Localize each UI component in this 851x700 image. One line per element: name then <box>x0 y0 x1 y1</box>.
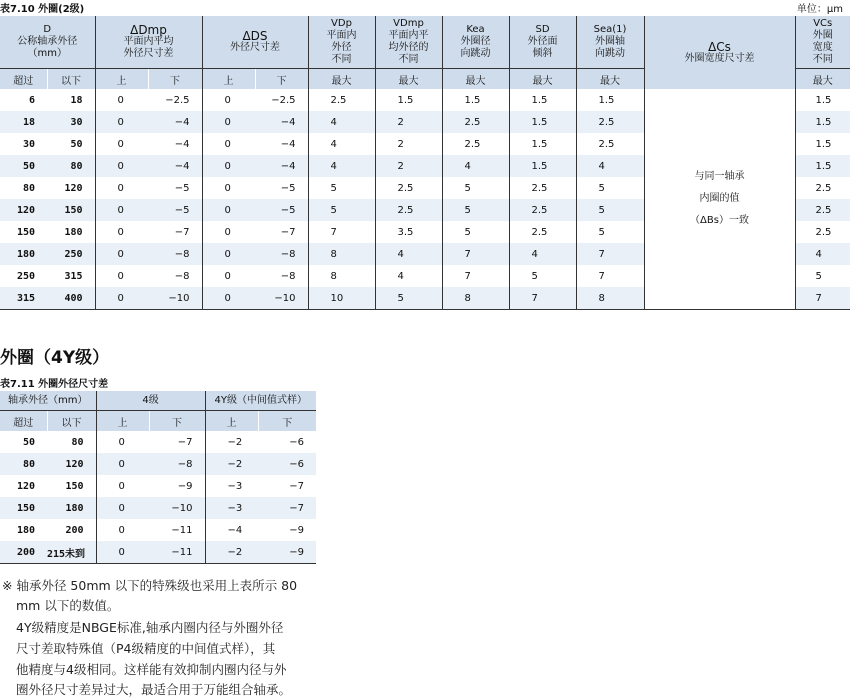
table-7-11 <box>0 391 316 564</box>
t2-sub-upper-4: 上 <box>96 411 149 432</box>
cell-over: 250 <box>16 270 35 282</box>
cell-dmp-upper: 0 <box>95 265 148 287</box>
cell-dmp-lower: −8 <box>174 270 190 282</box>
cell-over: 80 <box>22 182 35 194</box>
cell-kea: 1.5 <box>442 89 509 111</box>
t2-cell-lower-4: −11 <box>149 541 205 564</box>
note-line-4: 尺寸差取特殊值（P4级精度的中间值式样），其 <box>16 641 276 656</box>
t2-cell-upper-4: 0 <box>96 431 149 453</box>
cell-incl: 30 <box>47 111 95 133</box>
cell-sd: 1.5 <box>509 111 576 133</box>
header-d-unit: （mm） <box>27 48 67 59</box>
cell-kea: 5 <box>442 199 509 221</box>
cell-sd: 1.5 <box>509 155 576 177</box>
merged-note-line1: 与同一轴承 <box>694 171 745 182</box>
table-row <box>0 431 316 453</box>
t2-cell-lower-4: −10 <box>149 497 205 519</box>
sub-dmp-lower: 下 <box>148 69 202 90</box>
cell-sea: 1.5 <box>576 89 644 111</box>
cell-sd: 1.5 <box>509 133 576 155</box>
cell-ds-lower: −4 <box>255 111 308 133</box>
cell-over: 120 <box>0 199 47 221</box>
t2-cell-lower-4: −7 <box>177 436 193 448</box>
cell-ds-upper: 0 <box>202 243 255 265</box>
table-row <box>0 497 316 519</box>
cell-incl: 80 <box>47 155 95 177</box>
t2-cell-over: 80 <box>0 453 47 475</box>
header-d-symbol: D <box>43 24 52 35</box>
header-vdp <box>308 16 375 69</box>
cell-vdmp: 4 <box>375 265 442 287</box>
t2-cell-incl: 80 <box>71 436 84 448</box>
cell-sd: 2.5 <box>509 221 576 243</box>
cell-dmp-lower: −2.5 <box>165 94 190 106</box>
cell-kea: 7 <box>442 243 509 265</box>
cell-ds-lower: −5 <box>280 182 296 194</box>
cell-vdp: 4 <box>308 133 375 155</box>
header-sea-text2: 向跳动 <box>595 48 625 59</box>
cell-ds-lower: −5 <box>255 199 308 221</box>
cell-sea: 5 <box>576 177 644 199</box>
cell-kea: 7 <box>442 265 509 287</box>
t2-sub-over: 超过 <box>0 411 47 432</box>
cell-ds-upper: 0 <box>202 287 255 310</box>
cell-incl: 18 <box>70 94 83 106</box>
header-vcs <box>795 16 850 69</box>
cell-vcs: 2.5 <box>795 177 850 199</box>
cell-sea: 7 <box>576 243 644 265</box>
cell-vdmp: 5 <box>375 287 442 310</box>
cell-sea: 2.5 <box>576 133 644 155</box>
cell-kea: 4 <box>442 155 509 177</box>
t2-sub-incl: 以下 <box>47 411 96 432</box>
t2-cell-over: 200 <box>0 541 47 564</box>
cell-ds-upper: 0 <box>202 89 255 111</box>
t2-cell-incl: 180 <box>47 497 96 519</box>
t2-cell-incl: 200 <box>65 524 84 536</box>
t2-header-grade4y: 4Y级（中间值式样） <box>205 391 316 411</box>
t2-cell-upper-4y: −2 <box>205 431 258 453</box>
header-dmp-text2: 外径尺寸差 <box>123 48 174 59</box>
t2-cell-lower-4: −9 <box>177 480 193 492</box>
header-delta-dmp <box>95 16 202 69</box>
cell-vdmp: 3.5 <box>375 221 442 243</box>
cell-sea: 5 <box>576 199 644 221</box>
merged-note-line3: （ΔBs）一致 <box>690 215 749 226</box>
cell-dmp-upper: 0 <box>95 287 148 310</box>
cell-vdp: 8 <box>308 243 375 265</box>
cell-over: 180 <box>0 243 47 265</box>
cell-sea: 4 <box>576 155 644 177</box>
t2-cell-lower-4: −11 <box>171 524 193 536</box>
header-ds-symbol: ΔDS <box>242 29 268 43</box>
cell-vdp: 5 <box>308 177 375 199</box>
header-dmp-text1: 平面内平均 <box>123 36 174 47</box>
cell-dmp-upper: 0 <box>95 133 148 155</box>
sub-vdp-max: 最大 <box>308 69 375 90</box>
cell-sea: 5 <box>576 221 644 243</box>
t2-header-diameter: 轴承外径（mm） <box>0 391 96 411</box>
cell-kea: 2.5 <box>442 133 509 155</box>
cell-ds-upper: 0 <box>202 133 255 155</box>
header-sd <box>509 16 576 69</box>
cell-dmp-lower: −7 <box>174 226 190 238</box>
merged-note-line2: 内圈的值 <box>699 193 740 204</box>
t2-cell-upper-4: 0 <box>96 453 149 475</box>
table-7-10-caption: 表7.10 外圈(2级) <box>0 4 85 15</box>
table-row <box>0 519 316 541</box>
t2-cell-lower-4y: −6 <box>258 453 316 475</box>
note-line-3: 4Y级精度是NBGE标准,轴承内圈内径与外圈外径 <box>16 620 284 635</box>
note-line-6: 圈外径尺寸差异过大，最适合用于万能组合轴承。 <box>16 682 292 697</box>
t2-cell-upper-4: 0 <box>96 519 149 541</box>
sub-vcs-max: 最大 <box>795 69 850 90</box>
t2-cell-over: 150 <box>0 497 47 519</box>
t2-cell-incl: 150 <box>65 480 84 492</box>
cell-sea: 2.5 <box>576 111 644 133</box>
cell-dmp-upper: 0 <box>95 243 148 265</box>
t2-sub-lower-4y: 下 <box>258 411 316 432</box>
sub-sd-max: 最大 <box>509 69 576 90</box>
header-vdmp-symbol: VDmp <box>393 18 424 29</box>
header-vdmp-text2: 均外径的 <box>388 42 429 53</box>
cell-sd: 4 <box>509 243 576 265</box>
table-7-10 <box>0 16 850 310</box>
cell-incl: 315 <box>64 270 83 282</box>
t2-cell-lower-4y: −6 <box>289 436 305 448</box>
cell-sd: 7 <box>509 287 576 310</box>
cell-vcs: 1.5 <box>795 155 850 177</box>
header-vdp-text2: 外径 <box>331 42 352 53</box>
cell-dmp-lower: −4 <box>148 111 202 133</box>
t2-header-grade4: 4级 <box>96 391 205 411</box>
t2-sub-upper-4y: 上 <box>205 411 258 432</box>
sub-over: 超过 <box>0 69 47 90</box>
cell-vcs: 1.5 <box>795 133 850 155</box>
cell-vdmp: 2 <box>375 133 442 155</box>
header-delta-cs <box>644 16 795 89</box>
t2-cell-incl: 120 <box>47 453 96 475</box>
table-row <box>0 89 850 111</box>
header-d-text: 公称轴承外径 <box>17 36 78 47</box>
cell-vdmp: 4 <box>375 243 442 265</box>
cell-incl: 400 <box>47 287 95 310</box>
cell-vdmp: 2.5 <box>375 199 442 221</box>
cell-vcs: 2.5 <box>795 199 850 221</box>
cell-sd: 2.5 <box>509 177 576 199</box>
cell-incl: 150 <box>47 199 95 221</box>
cell-vdp: 4 <box>308 155 375 177</box>
sub-kea-max: 最大 <box>442 69 509 90</box>
cell-dmp-lower: −5 <box>174 182 190 194</box>
cell-sd: 1.5 <box>509 89 576 111</box>
cell-over: 6 <box>28 94 35 106</box>
header-vdp-text1: 平面内 <box>326 30 357 41</box>
note-line-1: ※ 轴承外径 50mm 以下的特殊级也采用上表所示 80 <box>2 578 298 593</box>
cell-ds-upper: 0 <box>202 199 255 221</box>
cell-vcs: 5 <box>795 265 850 287</box>
header-dmp-symbol: ΔDmp <box>130 23 167 37</box>
cell-ds-upper: 0 <box>202 221 255 243</box>
sub-ds-upper: 上 <box>202 69 255 90</box>
cell-ds-lower: −8 <box>280 270 296 282</box>
cell-ds-upper: 0 <box>202 111 255 133</box>
t2-cell-upper-4y: −2 <box>205 453 258 475</box>
cell-vcs: 1.5 <box>795 111 850 133</box>
cell-incl: 120 <box>64 182 83 194</box>
cell-dmp-upper: 0 <box>95 111 148 133</box>
t2-cell-lower-4y: −9 <box>289 524 305 536</box>
t2-cell-lower-4y: −7 <box>289 480 305 492</box>
t2-cell-over: 50 <box>22 436 35 448</box>
cell-vdmp: 1.5 <box>375 89 442 111</box>
header-vcs-text1: 外圈 <box>812 30 833 41</box>
cell-vcs: 2.5 <box>795 221 850 243</box>
header-vcs-text2: 宽度 <box>812 42 833 53</box>
header-kea-symbol: Kea <box>466 24 485 35</box>
t2-cell-lower-4: −8 <box>149 453 205 475</box>
cell-ds-lower: −2.5 <box>271 94 296 106</box>
header-sea-text1: 外圈轴 <box>595 36 625 47</box>
header-kea-text2: 向跳动 <box>460 48 491 59</box>
cell-dmp-lower: −10 <box>148 287 202 310</box>
header-nominal-outside-diameter <box>0 16 95 69</box>
header-delta-ds <box>202 16 308 69</box>
t2-cell-upper-4y: −3 <box>205 475 258 497</box>
cell-sea: 7 <box>576 265 644 287</box>
t2-sub-lower-4: 下 <box>149 411 205 432</box>
cell-over: 30 <box>22 138 35 150</box>
cell-ds-lower: −10 <box>255 287 308 310</box>
header-vcs-text3: 不同 <box>812 54 833 65</box>
header-sd-text1: 外径面 <box>527 36 558 47</box>
cell-dmp-upper: 0 <box>95 89 148 111</box>
header-sea <box>576 16 644 69</box>
cell-ds-upper: 0 <box>202 155 255 177</box>
cell-kea: 5 <box>442 221 509 243</box>
cell-incl: 180 <box>64 226 83 238</box>
table-row <box>0 541 316 564</box>
t2-cell-over: 180 <box>16 524 35 536</box>
cell-vdp: 4 <box>308 111 375 133</box>
cell-incl: 50 <box>70 138 83 150</box>
sub-dmp-upper: 上 <box>95 69 148 90</box>
cell-vdmp: 2.5 <box>375 177 442 199</box>
cell-ds-upper: 0 <box>202 265 255 287</box>
cell-incl: 250 <box>47 243 95 265</box>
cell-dmp-upper: 0 <box>95 177 148 199</box>
header-vdmp <box>375 16 442 69</box>
header-dcs-symbol: ΔCs <box>708 39 731 54</box>
cell-vcs: 4 <box>795 243 850 265</box>
cell-dmp-upper: 0 <box>95 221 148 243</box>
cell-sea: 8 <box>576 287 644 310</box>
merged-delta-cs-note <box>644 89 795 310</box>
t2-cell-upper-4y: −2 <box>205 541 258 564</box>
header-vdmp-text1: 平面内平 <box>388 30 429 41</box>
cell-vcs: 1.5 <box>795 89 850 111</box>
table-row <box>0 475 316 497</box>
cell-vdmp: 2 <box>375 111 442 133</box>
t2-cell-incl: 215未到 <box>47 541 96 564</box>
t2-cell-upper-4: 0 <box>96 541 149 564</box>
header-sea-symbol: Sea(1) <box>593 24 627 35</box>
cell-vdp: 5 <box>308 199 375 221</box>
cell-vdp: 8 <box>308 265 375 287</box>
cell-dmp-upper: 0 <box>95 155 148 177</box>
cell-over: 50 <box>0 155 47 177</box>
t2-cell-upper-4y: −4 <box>205 519 258 541</box>
unit-label: 单位：μm <box>796 4 843 15</box>
t2-cell-upper-4y: −3 <box>205 497 258 519</box>
sub-incl: 以下 <box>47 69 95 90</box>
t2-cell-lower-4y: −7 <box>258 497 316 519</box>
cell-ds-lower: −8 <box>255 243 308 265</box>
cell-sd: 5 <box>509 265 576 287</box>
cell-kea: 2.5 <box>442 111 509 133</box>
cell-over: 18 <box>0 111 47 133</box>
t2-cell-lower-4y: −9 <box>258 541 316 564</box>
cell-ds-upper: 0 <box>202 177 255 199</box>
section-title: 外圈（4Y级） <box>0 348 110 368</box>
cell-vdp: 7 <box>308 221 375 243</box>
header-ds-text: 外径尺寸差 <box>230 42 280 53</box>
note-line-5: 他精度与4级相同。这样能有效抑制内圈内径与外 <box>16 662 287 677</box>
header-vcs-symbol: VCs <box>813 18 833 29</box>
cell-dmp-lower: −5 <box>148 199 202 221</box>
cell-dmp-upper: 0 <box>95 199 148 221</box>
cell-vdp: 10 <box>308 287 375 310</box>
cell-over: 315 <box>0 287 47 310</box>
cell-vdmp: 2 <box>375 155 442 177</box>
table-7-11-caption: 表7.11 外圈外径尺寸差 <box>0 379 109 390</box>
cell-vcs: 7 <box>795 287 850 310</box>
sub-sea-max: 最大 <box>576 69 644 90</box>
table-row <box>0 453 316 475</box>
header-sd-symbol: SD <box>535 24 550 35</box>
sub-vdmp-max: 最大 <box>375 69 442 90</box>
cell-dmp-lower: −8 <box>148 243 202 265</box>
t2-cell-upper-4: 0 <box>96 475 149 497</box>
cell-vdp: 2.5 <box>308 89 375 111</box>
cell-sd: 2.5 <box>509 199 576 221</box>
cell-kea: 5 <box>442 177 509 199</box>
header-kea <box>442 16 509 69</box>
cell-ds-lower: −4 <box>280 138 296 150</box>
t2-cell-over: 120 <box>16 480 35 492</box>
header-kea-text1: 外圈径 <box>460 36 491 47</box>
cell-ds-lower: −7 <box>280 226 296 238</box>
cell-kea: 8 <box>442 287 509 310</box>
header-sd-text2: 倾斜 <box>532 48 553 59</box>
cell-ds-lower: −4 <box>255 155 308 177</box>
header-dcs-text: 外圈宽度尺寸差 <box>684 52 755 64</box>
cell-dmp-lower: −4 <box>148 155 202 177</box>
header-vdp-text3: 不同 <box>331 54 352 65</box>
header-vdp-symbol: VDp <box>331 18 352 29</box>
t2-cell-upper-4: 0 <box>96 497 149 519</box>
note-line-2: mm 以下的数值。 <box>16 598 120 613</box>
cell-over: 150 <box>16 226 35 238</box>
sub-ds-lower: 下 <box>255 69 308 90</box>
header-vdmp-text3: 不同 <box>398 54 419 65</box>
cell-dmp-lower: −4 <box>174 138 190 150</box>
